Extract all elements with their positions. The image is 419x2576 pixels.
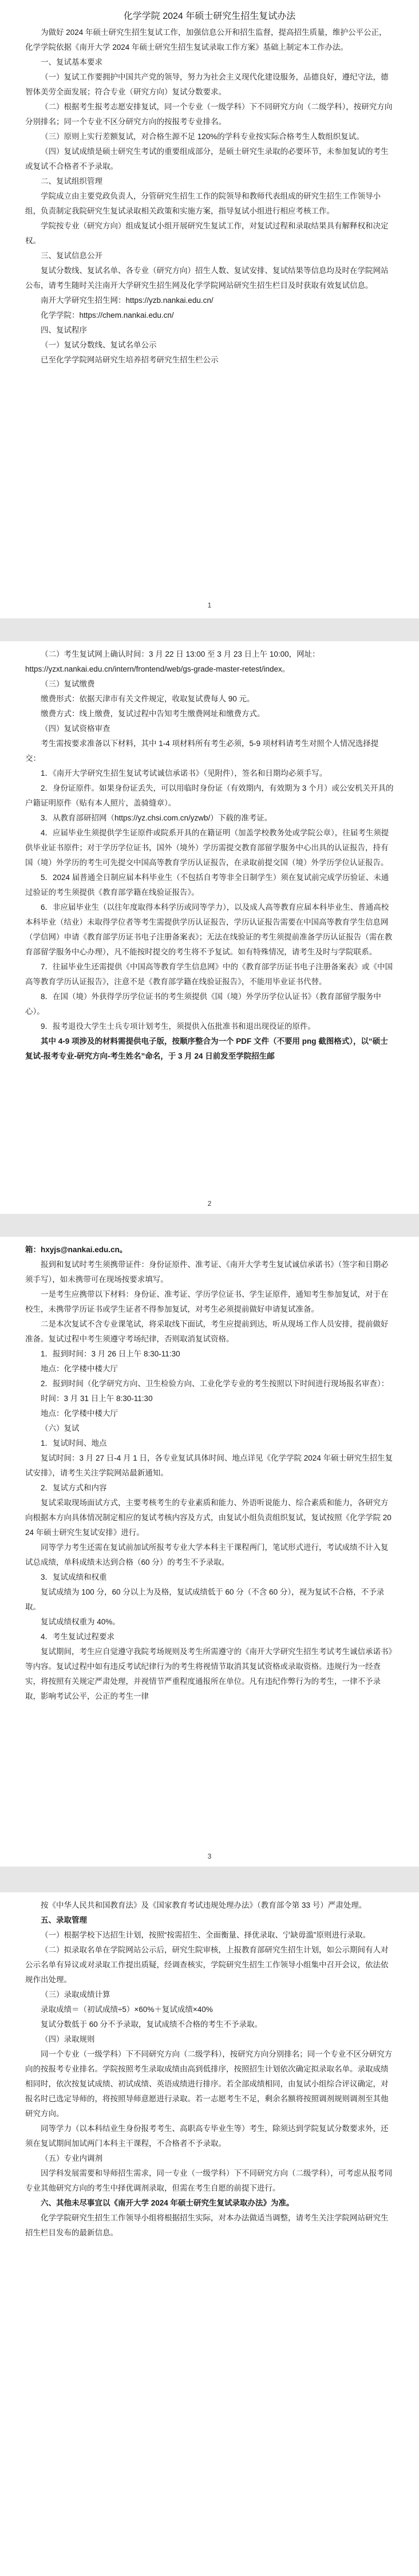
- paragraph: 按《中华人民共和国教育法》及《国家教育考试违规处理办法》（教育部令第 33 号）严肃处理。: [41, 1901, 367, 1910]
- subheading: （五）专业内调剂: [41, 2154, 102, 2163]
- paragraph: 1．复试时间、地点: [41, 1439, 107, 1447]
- paragraph: 缴费方式：线上缴费，复试过程中告知考生缴费网址和缴费方式。: [41, 709, 265, 718]
- link-line: [25, 308, 394, 323]
- paragraph: 2．报到时间（化学研究方向、卫生检验方向、工业化学专业的考生按照以下时间进行现场报名审查）：: [41, 1379, 389, 1388]
- document-page-2: [0, 641, 419, 1214]
- page-separator: [0, 618, 419, 641]
- paragraph: 4．考生复试过程要求: [41, 1632, 115, 1641]
- list-item: 7．往届毕业生还需提供《中国高等教育学生信息网》中的《教育部学历证书电子注册备案表》或《中国高等教育学历认证报告》，注意不是《教育部学籍在线验证报告》，不能用毕业证书代替。: [25, 962, 393, 986]
- email-line: 箱：hxyjs@nankai.edu.cn。: [25, 1245, 128, 1254]
- chem-link[interactable]: https://chem.nankai.edu.cn/: [79, 311, 174, 319]
- subheading: （三）复试缴费: [41, 680, 95, 688]
- link-line: [25, 293, 394, 308]
- paragraph: 时间：3 月 31 日上午 8:30-11:30: [41, 1394, 153, 1403]
- list-item: 6．非应届毕业生（以往年度取得本科学历或同等学力），以及成人高等教育应届本科毕业生、普通高校本科毕业（结业）未取得学位者等考生需提供学历认证报告，学历认证报告需要在中国高等教育学生信息网（学信网）申请《教育部学历证书电子注册备案表》；无法在线验证的考生须提前准备学历认证报告（需在教育部留学服务中心办理），凡不能按时提交的考生将不予复试。如有特殊情况，请考生及时与学院联系。: [25, 903, 393, 956]
- section-heading: 二、复试组织管理: [41, 177, 102, 186]
- paragraph: 复试时间：3 月 27 日-4 月 1 日，各专业复试具体时间、地点详见《化学学院 2024 年硕士研究生招生复试安排》，请考生关注学院网站最新通知。: [25, 1454, 393, 1477]
- document-page-3: [0, 1237, 419, 1867]
- paragraph: （一）复试工作要拥护中国共产党的领导，努力为社会主义现代化建设服务，品德良好，遵纪守法，德智体美劳全面发展；符合专业（研究方向）复试分数要求。: [25, 73, 389, 96]
- paragraph: 地点：化学楼中楼大厅: [41, 1364, 118, 1373]
- list-item: 1．《南开大学研究生招生复试考试诚信承诺书》（见附件），签名和日期均必须手写。: [41, 769, 327, 778]
- paragraph: 地点：化学楼中楼大厅: [41, 1409, 118, 1418]
- paragraph: 学院按专业（研究方向）组成复试小组开展研究生复试工作，对复试过程和录取结果具有解释权和决定权。: [25, 222, 389, 245]
- paragraph: 化学学院研究生招生工作领导小组将根据招生实际，对本办法做适当调整，请考生关注学院网站研究生招生栏目发布的最新信息。: [25, 2214, 389, 2237]
- section-heading: 四、复试程序: [41, 326, 87, 334]
- paragraph: 缴费形式：依据天津市有关文件规定，收取复试费每人 90 元。: [41, 695, 255, 703]
- page-number: 3: [207, 1852, 212, 1860]
- list-item: 3．从教育部研招网（https://yz.chsi.com.cn/yzwb/）下载的准考证。: [41, 814, 272, 822]
- paragraph: 复试成绩为 100 分，60 分以上为及格，复试成绩低于 60 分（不含 60 分），视为复试不合格，不予录取。: [25, 1588, 385, 1611]
- yzb-link[interactable]: https://yzb.nankai.edu.cn/: [125, 296, 214, 305]
- paragraph: （四）复试成绩是硕士研究生考试的重要组成部分，是硕士研究生录取的必要环节，未参加复试的考生或复试不合格者不予录取。: [25, 147, 389, 171]
- link-label: 南开大学研究生招生网：: [41, 296, 126, 305]
- bold-notice: 其中 4-9 项涉及的材料需提供电子版，按顺序整合为一个 PDF 文件（不要用 png 截图格式），以“硕士复试-报考专业-研究方向-考生姓名”命名，于 3 月 24 日前发至学院招生邮: [25, 1037, 388, 1060]
- subheading: （四）复试资格审查: [41, 724, 110, 733]
- formula: 录取成绩＝（初试成绩÷5）×60%＋复试成绩×40%: [41, 2005, 213, 2014]
- list-item: 4．应届毕业生须提供学生证原件或院系开具的在籍证明（加盖学校教务处或学院公章），往届考生须提供毕业证书原件；对于学历学位证书，国外（境外）学历需提交教育部留学服务中心出具的认证报告，持有国（境）外学历的考生可先提交中国高等教育学历认证报告，在录取前提交国（境）外学历学位认证报告。: [25, 829, 389, 867]
- list-item: 5．2024 届普通全日制应届本科毕业生（不包括自考等非全日制学生）须在复试前完成学历验证、未通过验证的考生须提供《教育部学籍在线验证报告》。: [25, 873, 389, 897]
- page-separator: [0, 1867, 419, 1892]
- paragraph: 因学科发展需要和导师招生需求，同一专业（一级学科）下不同研究方向（二级学科），可考虑从报考同专业其他研究方向的考生中择优调剂录取，但需在考生自愿的前提下进行。: [25, 2169, 393, 2192]
- paragraph: 复试分数低于 60 分不予录取，复试成绩不合格的考生不予录取。: [41, 2020, 263, 2029]
- list-item: 8．在国（境）外获得学历学位证书的考生须提供《国（境）外学历学位认证书》（教育部留学服务中心）。: [25, 992, 381, 1016]
- page-number: 2: [207, 1200, 212, 1208]
- paragraph: 考生需按要求准备以下材料，其中 1-4 项材料所有考生必须，5-9 项材料请考生对照个人情况选择提交：: [25, 739, 379, 763]
- paragraph: 一是考生应携带以下材料：身份证、准考证、学历学位证书、学生证原件，通知考生参加复试，对于在校生，未携带学历证书或学生证者不得参加复试，对考生必须提前做好申请复试准备。: [25, 1290, 389, 1313]
- paragraph: 3．复试成绩和权重: [41, 1573, 107, 1581]
- paragraph: 2．复试方式和内容: [41, 1484, 107, 1492]
- section-heading: 三、复试信息公开: [41, 251, 102, 260]
- page-separator: [0, 1214, 419, 1237]
- url-line[interactable]: https://yzxt.nankai.edu.cn/intern/frontend/web/gs-grade-master-retest/index。: [25, 665, 290, 673]
- paragraph: （一）复试分数线、复试名单公示: [41, 341, 157, 349]
- paragraph: 同等学力（以本科结业生身份报考考生、高职高专毕业生等）考生，除须达到学院复试分数要求外，还须在复试期间加试两门本科主干课程，不合格者不予录取。: [25, 2124, 389, 2148]
- paragraph: （一）根据学校下达招生计划，按照“按需招生、全面衡量、择优录取、宁缺毋滥”原则进行录取。: [41, 1931, 370, 1939]
- paragraph: 报到和复试时考生须携带证件：身份证原件、准考证、《南开大学考生复试诚信承诺书》（签字和日期必须手写），如未携带可在现场按要求填写。: [25, 1260, 389, 1284]
- paragraph: （二）根据考生报考志愿安排复试，同一个专业（一级学科）下不同研究方向（二级学科），按研究方向分别排名；同一个专业不区分研究方向的按报考专业排名。: [25, 102, 393, 126]
- subheading: （四）录取规则: [41, 2035, 95, 2044]
- intro-paragraph: 为做好 2024 年硕士研究生招生复试工作，加强信息公开和招生监督，提高招生质量，维护公平公正，化学学院依据《南开大学 2024 年硕士研究生招生复试录取工作方案》基础上制定本工作办法。: [25, 28, 387, 52]
- section-heading: 五、录取管理: [41, 1916, 87, 1924]
- paragraph: 复试成绩权重为 40%。: [41, 1618, 120, 1626]
- subheading: （六）复试: [41, 1424, 80, 1433]
- document-page-1: [0, 0, 419, 618]
- paragraph: （二）拟录取名单在学院网站公示后，研究生院审核，上报教育部研究生招生计划，如公示期间有人对公示名单有异议或对录取工作提出质疑，经调查核实，学院研究生招生工作领导小组集中召开会议，依法依规作出处理。: [25, 1946, 389, 1984]
- paragraph: 复试分数线、复试名单、各专业（研究方向）招生人数、复试安排、复试结果等信息均及时在学院网站公布，请考生随时关注南开大学研究生招生网及化学学院网站研究生招生栏目及时获取有效复试信息。: [25, 266, 389, 290]
- paragraph: 学院成立由主要党政负责人，分管研究生招生工作的院领导和教师代表组成的研究生招生工作领导小组，负责制定我院研究生复试录取相关政策和实施方案，指导复试小组进行相应考核工作。: [25, 192, 381, 215]
- document-page-4: [0, 1892, 419, 2576]
- list-item: 9．报考退役大学生士兵专项计划考生，须提供入伍批准书和退出现役证的原件。: [41, 1022, 316, 1031]
- paragraph: 复试期间，考生应自觉遵守我院考场规则及考生所需遵守的《南开大学研究生招生考试考生诚信承诺书》等内容。复试过程中如有违反考试纪律行为的考生将视情节取消其复试资格或录取资格。违规行为一经查实，将按照有关规定严肃处理，并视情节严重程度通报所在单位。凡有违纪作弊行为的考生，一律不予录取，影响考试公平，公正的考生一律: [25, 1647, 393, 1701]
- subheading: （三）录取成绩计算: [41, 1990, 110, 1999]
- section-heading: 一、复试基本要求: [41, 58, 102, 66]
- paragraph: 1．报到时间：3 月 26 日上午 8:30-11:30: [41, 1350, 180, 1358]
- paragraph: 二是本次复试不含专业课笔试，将采取线下面试，考生应提前到达，听从现场工作人员安排，提前做好准备。复试过程中考生须遵守考场纪律，否则取消复试资格。: [25, 1320, 389, 1343]
- paragraph: 同一个专业（一级学科）下不同研究方向（二级学科），按研究方向分别排名；同一个专业不区分研究方向的按报考专业排名。学院按照考生录取成绩由高到低排序，按照招生计划依次确定拟录取名单。录取成绩相同时，依次按复试成绩、初试成绩、英语成绩进行排序。若全部成绩相同，由复试小组综合评议确定，对报名时已选定导师的，将按照导师意愿进行录取。若一志愿考生不足，剩余名额将按照调剂规则调剂至其他研究方向。: [25, 2050, 393, 2118]
- paragraph: 同等学力考生还需在复试前加试所报考专业大学本科主干课程两门，笔试形式进行，考试成绩不计入复试总成绩，单科成绩未达到合格（60 分）的考生不予录取。: [25, 1543, 389, 1567]
- link-label: 化学学院：: [41, 311, 80, 319]
- section-heading: 六、其他未尽事宜以《南开大学 2024 年硕士研究生复试录取办法》为准。: [41, 2199, 294, 2207]
- paragraph: 复试采取现场面试方式，主要考核考生的专业素质和能力、外语听说能力、综合素质和能力，各研究方向根据本方向具体情况制定相应的复试考核内容及方式，由复试小组负责组织复试，复试按照《化学学院 2024 年硕士研究生复试安排》进行。: [25, 1498, 392, 1537]
- page-title: 化学学院 2024 年硕士研究生招生复试办法: [123, 11, 296, 21]
- list-item: 2．身份证原件。如果身份证丢失，可以用临时身份证（有效期内，有效期为 3 个月）或公安机关开具的户籍证明原件（贴有本人照片，盖骑缝章）。: [25, 784, 394, 807]
- paragraph: （二）考生复试网上确认时间：3 月 22 日 13:00 至 3 月 23 日上午 10:00，网址：: [41, 650, 320, 658]
- page-number: 1: [207, 601, 212, 609]
- paragraph: （三）原则上实行差额复试，对合格生源不足 120%的学科专业按实际合格考生人数组织复试。: [41, 132, 364, 141]
- paragraph: 已至化学学院网站研究生培养招考研究生招生栏公示: [41, 356, 219, 364]
